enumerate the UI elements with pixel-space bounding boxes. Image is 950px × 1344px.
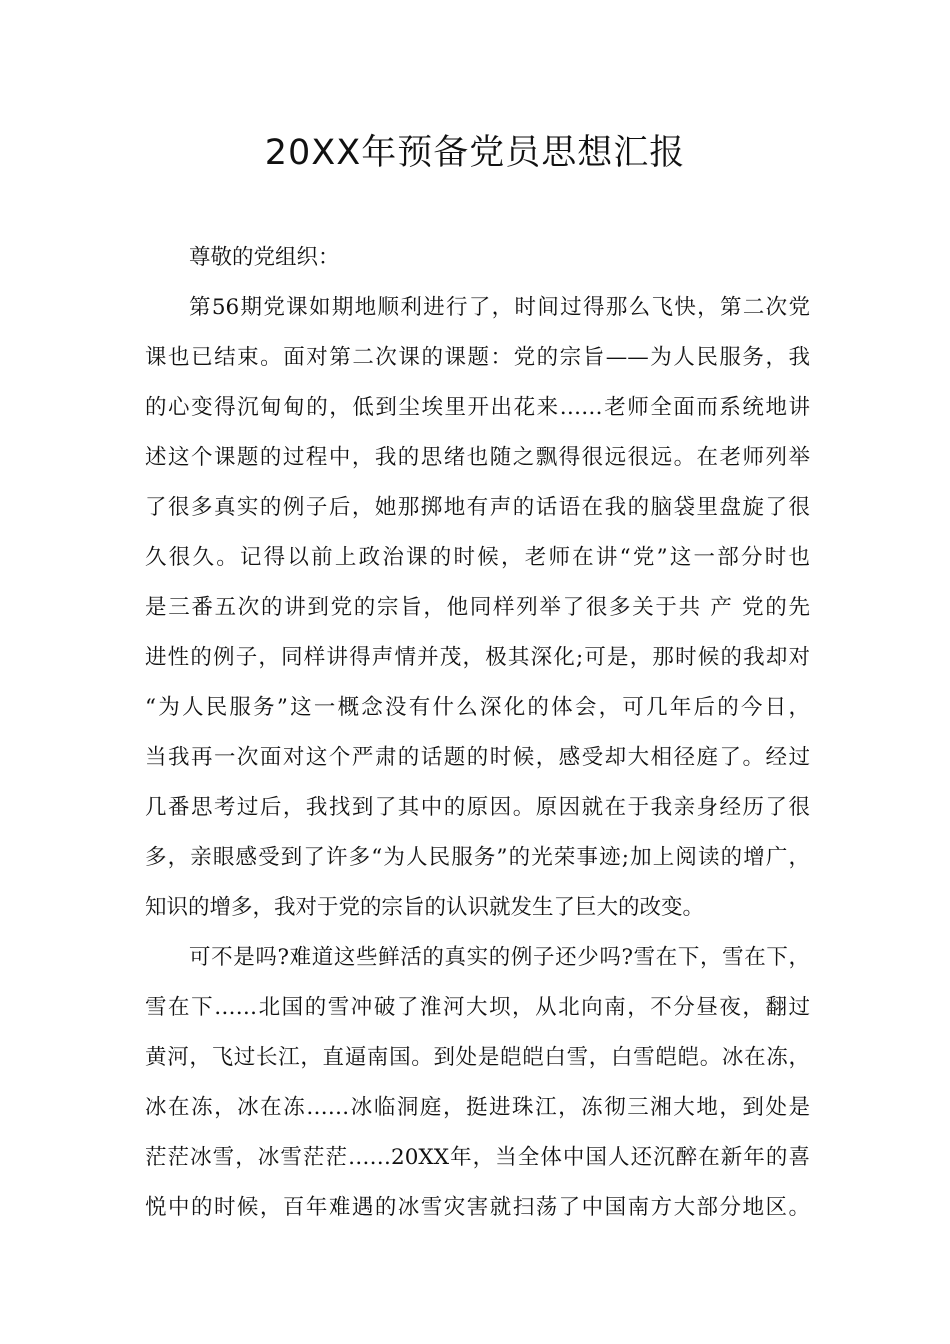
paragraph-1: [145, 283, 810, 933]
paragraph-line: 当我再一次面对这个严肃的话题的时候，感受却大相径庭了。经过: [145, 745, 810, 770]
paragraph-line: 久很久。记得以前上政治课的时候，老师在讲“党”这一部分时也: [145, 545, 810, 570]
paragraph-line: 第56期党课如期地顺利进行了，时间过得那么飞快，第二次党: [189, 295, 810, 320]
paragraph-line: 茫茫冰雪，冰雪茫茫……20XX年，当全体中国人还沉醉在新年的喜: [145, 1145, 810, 1170]
document-body: [145, 233, 810, 1233]
paragraph-line: 多，亲眼感受到了许多“为人民服务”的光荣事迹;加上阅读的增广，: [145, 845, 810, 870]
paragraph-line: 悦中的时候，百年难遇的冰雪灾害就扫荡了中国南方大部分地区。: [145, 1195, 810, 1220]
document-title: 20XX年预备党员思想汇报: [264, 133, 686, 173]
paragraph-2: [145, 933, 810, 1233]
paragraph-line: 述这个课题的过程中，我的思绪也随之飘得很远很远。在老师列举: [145, 445, 810, 470]
paragraph-line: 知识的增多，我对于党的宗旨的认识就发生了巨大的改变。: [145, 895, 705, 920]
paragraph-line: 是三番五次的讲到党的宗旨，他同样列举了很多关于共 产 党的先: [145, 595, 810, 620]
paragraph-line: “为人民服务”这一概念没有什么深化的体会，可几年后的今日，: [145, 695, 810, 720]
salutation: 尊敬的党组织：: [189, 245, 340, 270]
paragraph-line: 进性的例子，同样讲得声情并茂，极其深化;可是，那时候的我却对: [145, 645, 810, 670]
paragraph-line: 雪在下……北国的雪冲破了淮河大坝，从北向南，不分昼夜，翻过: [145, 995, 810, 1020]
paragraph-line: 冰在冻，冰在冻……冰临洞庭，挺进珠江，冻彻三湘大地，到处是: [145, 1095, 810, 1120]
paragraph-line: 几番思考过后，我找到了其中的原因。原因就在于我亲身经历了很: [145, 795, 810, 820]
paragraph-line: 的心变得沉甸甸的，低到尘埃里开出花来……老师全面而系统地讲: [145, 395, 810, 420]
paragraph-line: 课也已结束。面对第二次课的课题：党的宗旨——为人民服务，我: [145, 345, 810, 370]
paragraph-line: 可不是吗?难道这些鲜活的真实的例子还少吗?雪在下，雪在下，: [189, 945, 810, 970]
paragraph-line: 了很多真实的例子后，她那掷地有声的话语在我的脑袋里盘旋了很: [145, 495, 810, 520]
paragraph-line: 黄河，飞过长江，直逼南国。到处是皑皑白雪，白雪皑皑。冰在冻，: [145, 1045, 810, 1070]
